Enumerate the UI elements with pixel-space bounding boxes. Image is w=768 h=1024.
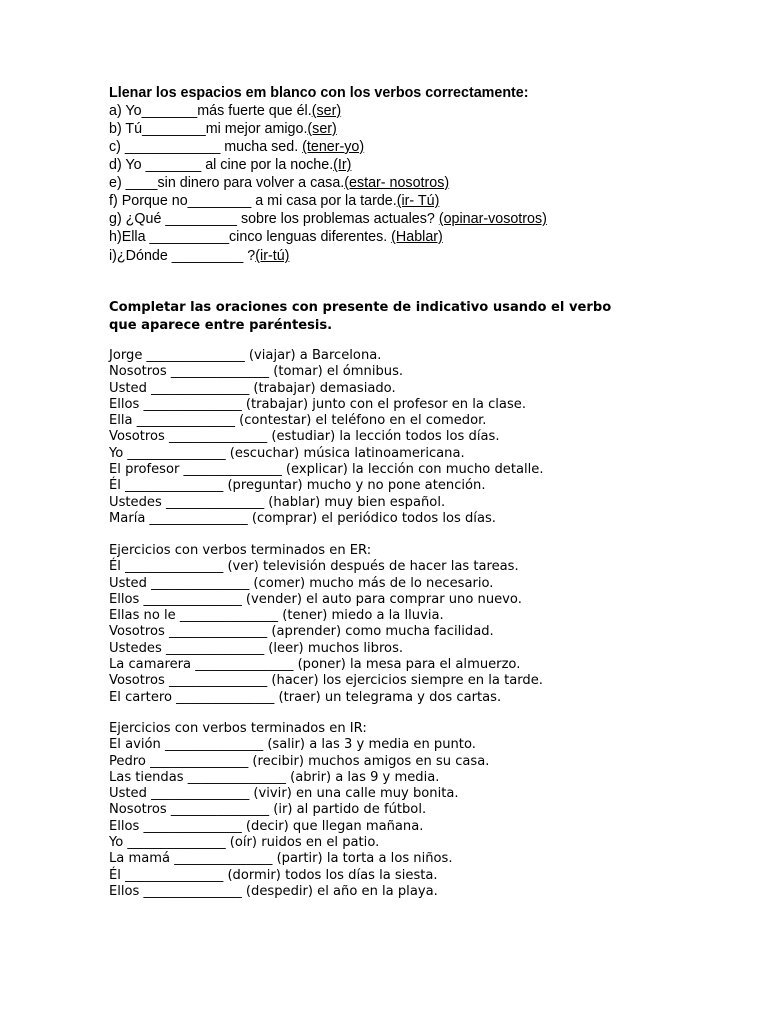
exercise-line: Ellos _______________ (despedir) el año en la playa. bbox=[109, 883, 438, 899]
section-heading: Ejercicios con verbos terminados en IR: bbox=[109, 721, 367, 736]
exercise-list bbox=[109, 559, 749, 706]
exercise-line: Jorge _______________ (viajar) a Barcelona. bbox=[109, 348, 382, 363]
section-ir-verbs bbox=[109, 721, 749, 900]
exercise-line bbox=[109, 138, 729, 156]
exercise-line: Ellos _______________ (decir) que llegan mañana. bbox=[109, 818, 424, 834]
exercise-line: Yo _______________ (escuchar) música latinoamericana. bbox=[109, 445, 465, 461]
exercise-list bbox=[109, 348, 749, 527]
verb-hint: (opinar-vosotros) bbox=[438, 211, 547, 227]
exercise-line: Nosotros _______________ (ir) al partido de fútbol. bbox=[109, 802, 427, 818]
exercise-line: María _______________ (comprar) el periódico todos los días. bbox=[109, 510, 496, 526]
exercise-list bbox=[109, 737, 749, 900]
verb-hint: (estar- nosotros) bbox=[344, 175, 450, 191]
exercise-line: Ella _______________ (contestar) el teléfono en el comedor. bbox=[109, 413, 487, 429]
exercise-line bbox=[109, 120, 729, 138]
exercise-sentence: a) Yo_______más fuerte que él. bbox=[109, 103, 312, 119]
exercise-line bbox=[109, 174, 729, 192]
exercise-line: Ellas no le _______________ (tener) miedo a la lluvia. bbox=[109, 608, 444, 624]
exercise-sentence: f) Porque no________ a mi casa por la tarde. bbox=[109, 193, 397, 209]
section-heading: Ejercicios con verbos terminados en ER: bbox=[109, 543, 372, 558]
exercise-line: Ustedes _______________ (leer) muchos libros. bbox=[109, 640, 404, 656]
exercise-line: Él _______________ (preguntar) mucho y no pone atención. bbox=[109, 478, 486, 494]
exercise-line: El profesor _______________ (explicar) la lección con mucho detalle. bbox=[109, 462, 544, 478]
exercise-line bbox=[109, 228, 729, 246]
verb-hint: (Hablar) bbox=[391, 229, 443, 245]
exercise-line: Él _______________ (ver) televisión después de hacer las tareas. bbox=[109, 559, 519, 575]
exercise-line: Pedro _______________ (recibir) muchos amigos en su casa. bbox=[109, 753, 490, 769]
exercise-line: La camarera _______________ (poner) la mesa para el almuerzo. bbox=[109, 657, 521, 673]
exercise-line: Las tiendas _______________ (abrir) a las 9 y media. bbox=[109, 769, 440, 785]
exercise-line bbox=[109, 210, 729, 228]
exercise-line: Usted _______________ (comer) mucho más de lo necesario. bbox=[109, 575, 494, 591]
section-present-indicative bbox=[109, 299, 749, 527]
verb-hint: (ser) bbox=[311, 103, 342, 119]
exercise-line: Usted _______________ (vivir) en una calle muy bonita. bbox=[109, 786, 459, 802]
section-fill-blanks bbox=[109, 84, 729, 265]
verb-hint: (Ir) bbox=[333, 157, 352, 173]
exercise-line: Nosotros _______________ (tomar) el ómnibus. bbox=[109, 364, 404, 380]
section-title: Llenar los espacios em blanco con los verbos correctamente: bbox=[109, 85, 529, 101]
verb-hint: (ser) bbox=[307, 121, 337, 137]
exercise-sentence: g) ¿Qué _________ sobre los problemas actuales? bbox=[109, 211, 439, 227]
exercise-line: Ellos _______________ (vender) el auto para comprar uno nuevo. bbox=[109, 591, 522, 607]
section-title-line-2: que aparece entre paréntesis. bbox=[109, 318, 333, 333]
verb-hint: (ir-tú) bbox=[255, 248, 290, 264]
exercise-line bbox=[109, 192, 729, 210]
exercise-line: Ustedes _______________ (hablar) muy bien español. bbox=[109, 494, 446, 510]
section-er-verbs bbox=[109, 543, 749, 706]
section-title-line-1: Completar las oraciones con presente de indicativo usando el verbo bbox=[109, 300, 612, 315]
exercise-line: Usted _______________ (trabajar) demasiado. bbox=[109, 380, 396, 396]
exercise-sentence: e) ____sin dinero para volver a casa. bbox=[109, 175, 345, 191]
exercise-sentence: c) ____________ mucha sed. bbox=[109, 139, 303, 155]
exercise-sentence: d) Yo _______ al cine por la noche. bbox=[109, 157, 334, 173]
exercise-line: La mamá _______________ (partir) la torta a los niños. bbox=[109, 851, 453, 867]
exercise-line bbox=[109, 247, 729, 265]
exercise-line: Yo _______________ (oír) ruidos en el patio. bbox=[109, 835, 380, 851]
exercise-list bbox=[109, 102, 729, 265]
exercise-line: Vosotros _______________ (estudiar) la lección todos los días. bbox=[109, 429, 500, 445]
exercise-line bbox=[109, 102, 729, 120]
exercise-sentence: b) Tú________mi mejor amigo. bbox=[109, 121, 308, 137]
exercise-sentence: i)¿Dónde _________ ? bbox=[109, 248, 256, 264]
exercise-line: El cartero _______________ (traer) un telegrama y dos cartas. bbox=[109, 689, 502, 705]
exercise-line bbox=[109, 156, 729, 174]
verb-hint: (ir- Tú) bbox=[396, 193, 440, 209]
exercise-line: Vosotros _______________ (aprender) como mucha facilidad. bbox=[109, 624, 494, 640]
exercise-line: El avión _______________ (salir) a las 3 y media en punto. bbox=[109, 737, 476, 753]
verb-hint: (tener-yo) bbox=[302, 139, 365, 155]
exercise-sentence: h)Ella __________cinco lenguas diferentes. bbox=[109, 229, 392, 245]
exercise-line: Ellos _______________ (trabajar) junto con el profesor en la clase. bbox=[109, 396, 526, 412]
exercise-line: Vosotros _______________ (hacer) los ejercicios siempre en la tarde. bbox=[109, 673, 543, 689]
exercise-line: Él _______________ (dormir) todos los días la siesta. bbox=[109, 867, 438, 883]
